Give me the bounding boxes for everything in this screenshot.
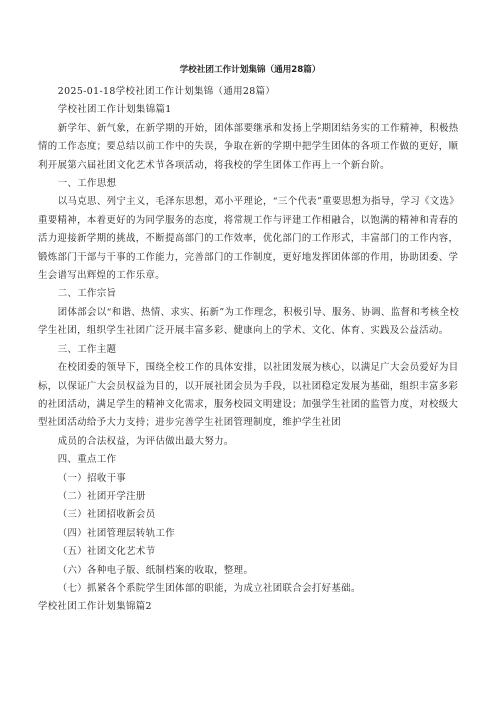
section-heading: 一、工作思想 [57,178,117,190]
article-title: 学校社团工作计划集锦篇2 [38,601,152,613]
article-title: 学校社团工作计划集锦篇1 [57,104,172,116]
intro-paragraph: 新学年、新气象，在新学期的开始，团体部要继承和发扬上学期团结务实的工作精神，积极热情的工作态度；要总结以前工作中的失误，争取在新的学期中把学生团体的各项工作做的更好，顺利开展第六届社团文化艺术节各项活动，将我校的学生团体工作再上一个新台阶。 [38,122,459,171]
section-paragraph: 在校团委的领导下，围绕全校工作的具体安排，以社团发展为核心，以满足广大会员爱好为目标，以保证广大会员权益为目的，以开展社团会员为手段，以社团稳定发展为基础，组织丰富多彩的社团活动，满足学生的精神文化需求，服务校园文明建设；加强学生社团的监管力度，对校级大型社团活动给予大力支持；进步完善学生社团管理制度，维护学生社团 [38,362,459,429]
list-item: （六）各种电子版、纸制档案的收取，整理。 [57,564,254,576]
list-item: （一）招收干事 [57,472,127,484]
meta-line: 2025-01-18学校社团工作计划集锦（通用28篇） [57,86,276,97]
list-item: （二）社团开学注册 [57,490,146,502]
section-paragraph: 以马克思、列宁主义，毛泽东思想，邓小平理论，“三个代表”重要思想为指导，学习《文选》重要精神，本着更好的为同学服务的态度，将常规工作与评建工作相融合，以饱满的精神和青春的活力迎接新学期的挑战，不断提高部门的工作效率，优化部门的工作形式，丰富部门的工作内容，锻炼部门干部与干事的工作能力，完善部门的工作制度，更好地发挥团体部的作用，协助团委、学生会谱写出辉煌的工作乐章。 [38,196,460,282]
document-body [38,83,462,617]
list-item: （五）社团文化艺术节 [57,546,156,558]
section-paragraph-continued: 成员的合法权益，为评估做出最大努力。 [57,435,234,447]
section-heading: 二、工作宗旨 [57,288,117,300]
document-title: 学校社团工作计划集锦（通用28篇） [179,65,321,75]
list-item: （四）社团管理层转轨工作 [57,527,176,539]
list-item: （七）抓紧各个系院学生团体部的职能，为成立社团联合会打好基础。 [57,582,361,594]
section-paragraph: 团体部会以“和谐、热情、求实、拓新”为工作理念，积极引导、服务、协调、监督和考核全校学生社团，组织学生社团广泛开展丰富多彩、健康向上的学术、文化、体育、实践及公益活动。 [38,306,460,337]
section-heading: 四、重点工作 [57,454,117,466]
list-item: （三）社团招收新会员 [57,509,156,521]
section-heading: 三、工作主题 [57,343,117,355]
